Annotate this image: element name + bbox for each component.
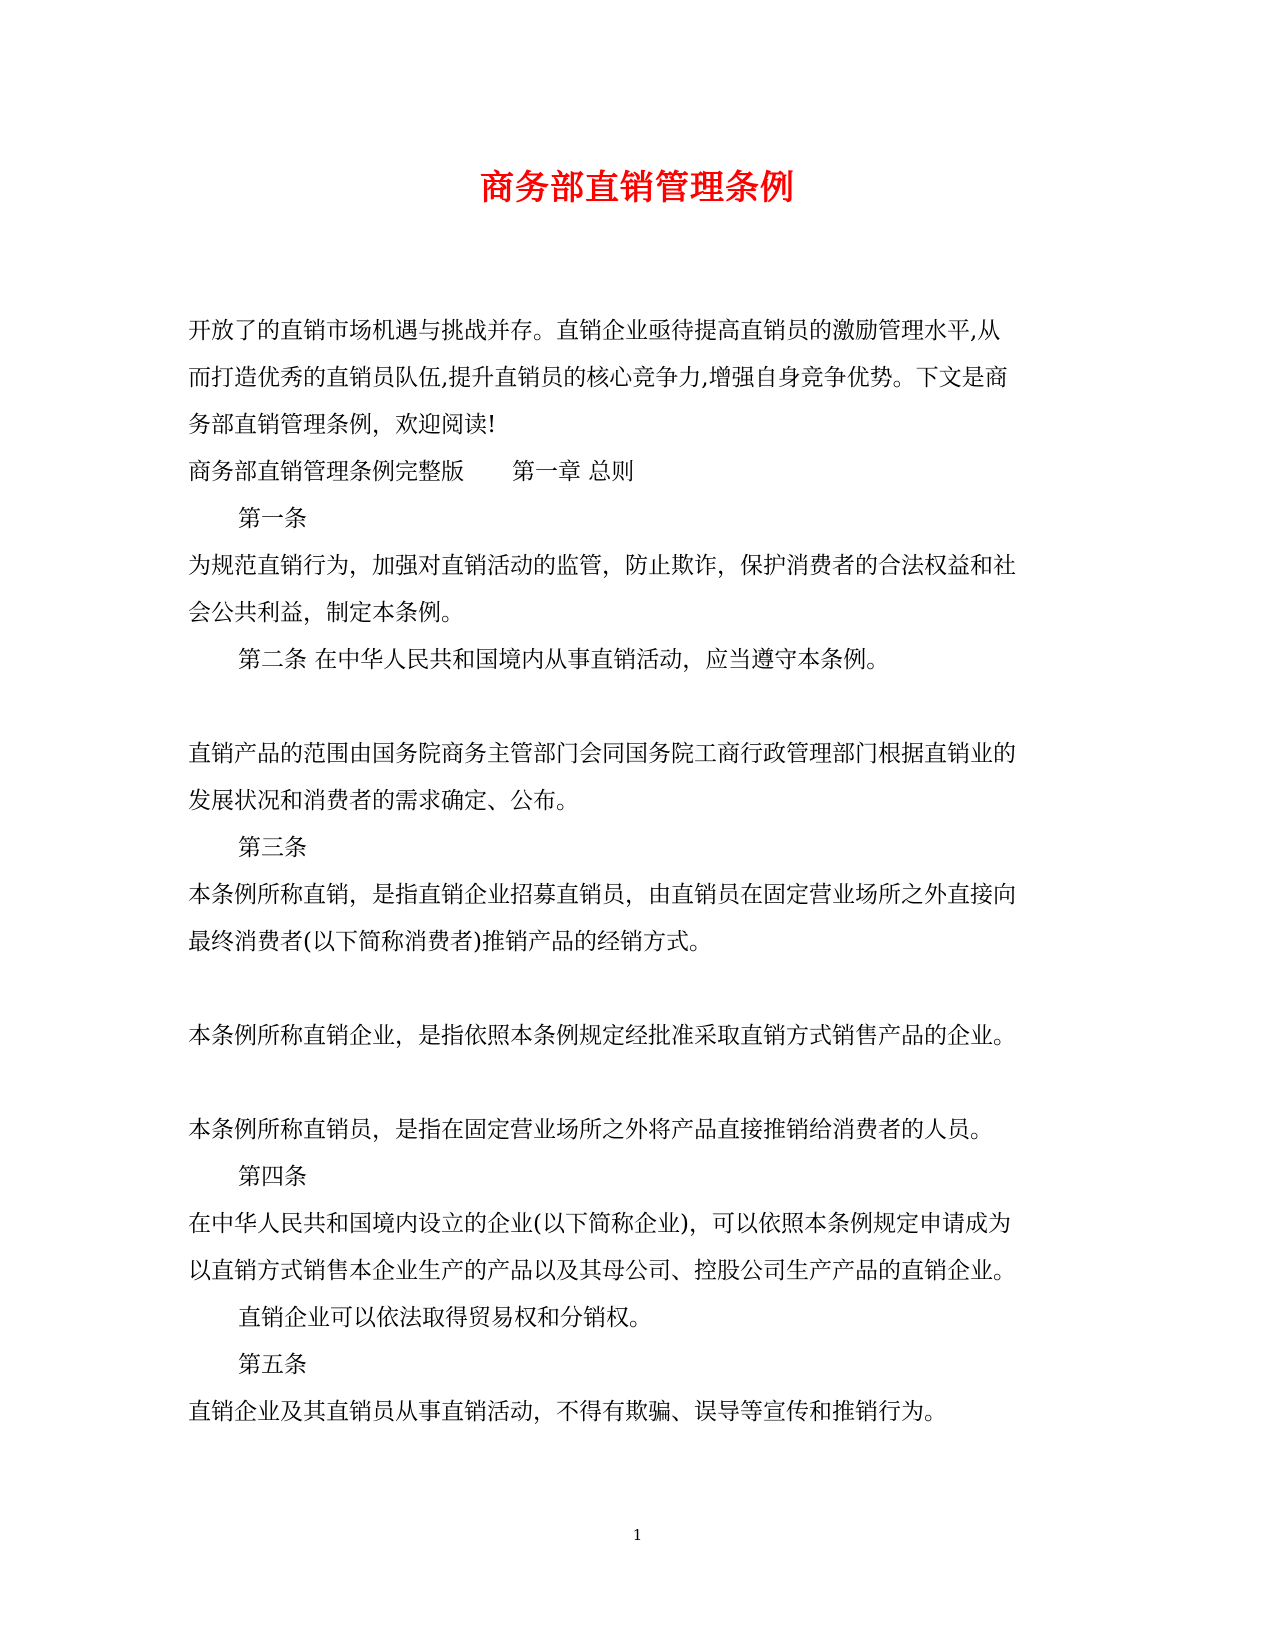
article-2-line-1: 直销产品的范围由国务院商务主管部门会同国务院工商行政管理部门根据直销业的 — [188, 741, 1016, 767]
article-5-line-1: 直销企业及其直销员从事直销活动，不得有欺骗、误导等宣传和推销行为。 — [188, 1399, 947, 1425]
article-2-heading: 第二条 在中华人民共和国境内从事直销活动，应当遵守本条例。 — [238, 647, 890, 673]
article-3-line-4: 本条例所称直销员，是指在固定营业场所之外将产品直接推销给消费者的人员。 — [188, 1117, 993, 1143]
intro-line-2: 而打造优秀的直销员队伍,提升直销员的核心竞争力,增强自身竞争优势。下文是商 — [188, 365, 1008, 391]
article-1-heading: 第一条 — [238, 506, 307, 532]
article-3-heading: 第三条 — [238, 835, 307, 861]
article-3-line-3: 本条例所称直销企业，是指依照本条例规定经批准采取直销方式销售产品的企业。 — [188, 1023, 1016, 1049]
article-4-line-3: 直销企业可以依法取得贸易权和分销权。 — [238, 1305, 652, 1331]
article-2-line-2: 发展状况和消费者的需求确定、公布。 — [188, 788, 579, 814]
article-4-line-1: 在中华人民共和国境内设立的企业(以下简称企业)，可以依照本条例规定申请成为 — [188, 1211, 1011, 1237]
chapter-heading: 第一章 总则 — [512, 459, 635, 485]
article-1-line-2: 会公共利益，制定本条例。 — [188, 600, 464, 626]
document-title: 商务部直销管理条例 — [480, 168, 795, 208]
subtitle-line — [188, 455, 1098, 489]
article-3-line-2: 最终消费者(以下简称消费者)推销产品的经销方式。 — [188, 929, 712, 955]
full-version-title: 商务部直销管理条例完整版 — [188, 459, 464, 485]
article-3-line-1: 本条例所称直销，是指直销企业招募直销员，由直销员在固定营业场所之外直接向 — [188, 882, 1016, 908]
intro-line-1: 开放了的直销市场机遇与挑战并存。直销企业亟待提高直销员的激励管理水平,从 — [188, 318, 1001, 344]
article-1-line-1: 为规范直销行为，加强对直销活动的监管，防止欺诈，保护消费者的合法权益和社 — [188, 553, 1016, 579]
article-5-heading: 第五条 — [238, 1352, 307, 1378]
intro-line-3: 务部直销管理条例，欢迎阅读! — [188, 412, 497, 438]
article-4-heading: 第四条 — [238, 1164, 307, 1190]
page-number: 1 — [632, 1526, 643, 1544]
article-4-line-2: 以直销方式销售本企业生产的产品以及其母公司、控股公司生产产品的直销企业。 — [188, 1258, 1016, 1284]
